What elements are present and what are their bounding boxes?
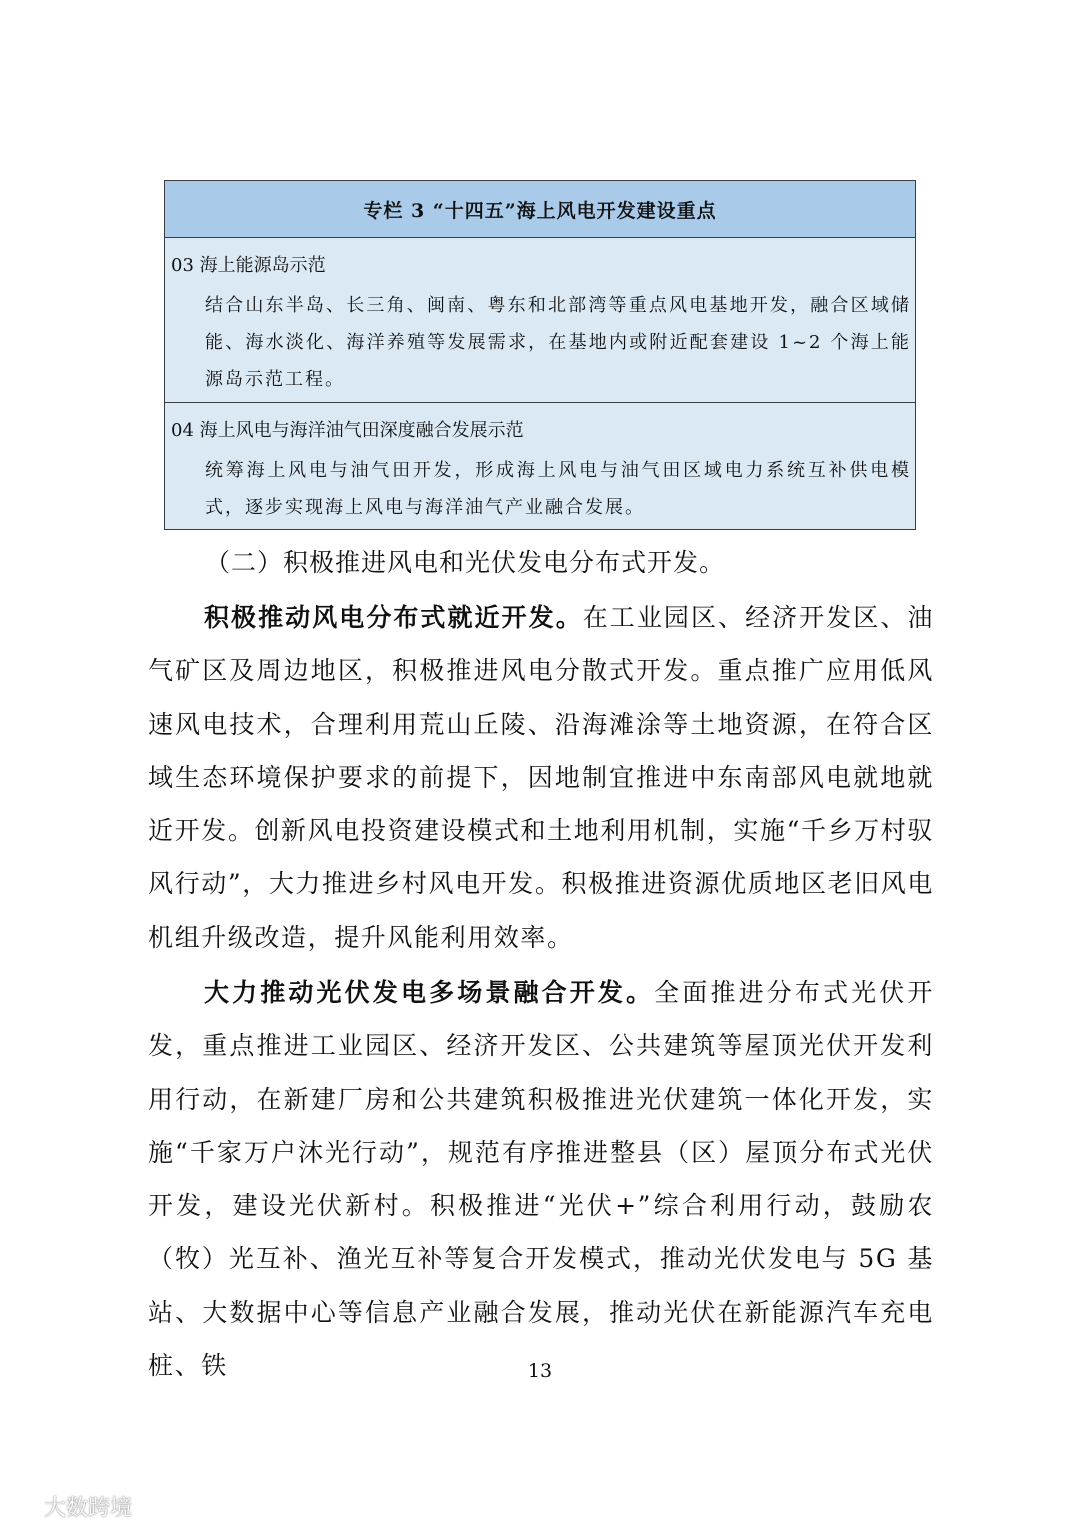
section-subheading: （二）积极推进风电和光伏发电分布式开发。 (205, 548, 726, 577)
body-paragraph (148, 591, 934, 964)
column-section (165, 238, 915, 403)
watermark-text: 大数跨境 (44, 1495, 133, 1521)
watermark (6, 1490, 132, 1522)
paragraph-text: 在工业园区、经济开发区、油气矿区及周边地区，积极推进风电分散式开发。重点推广应用低风速风电技术，合理利用荒山丘陵、沿海滩涂等土地资源，在符合区域生态环境保护要求的前提下，因地制宜推进中东南部风电就地就近开发。创新风电投资建设模式和土地利用机制，实施“千乡万村驭风行动”，大力推进乡村风电开发。积极推进资源优质地区老旧风电机组升级改造，提升风能利用效率。 (148, 603, 934, 952)
column-box (164, 180, 916, 530)
page-number: 13 (527, 1360, 553, 1382)
column-section-body: 结合山东半岛、长三角、闽南、粤东和北部湾等重点风电基地开发，融合区域储能、海水淡化、海洋养殖等发展需求，在基地内或附近配套建设 1~2 个海上能源岛示范工程。 (205, 295, 911, 390)
column-section-title: 03 海上能源岛示范 (171, 255, 326, 276)
paragraph-lead: 大力推动光伏发电多场景融合开发。 (204, 978, 655, 1007)
weibo-logo-icon (6, 1490, 40, 1522)
column-box-header: 专栏 3 “十四五”海上风电开发建设重点 (165, 181, 915, 238)
column-section (165, 403, 915, 529)
paragraph-lead: 积极推动风电分布式就近开发。 (204, 603, 583, 632)
body-paragraph (148, 966, 934, 1392)
column-section-body: 统筹海上风电与油气田开发，形成海上风电与油气田区域电力系统互补供电模式，逐步实现海上风电与海洋油气产业融合发展。 (205, 460, 911, 518)
column-section-title: 04 海上风电与海洋油气田深度融合发展示范 (171, 420, 524, 441)
paragraph-text: 全面推进分布式光伏开发，重点推进工业园区、经济开发区、公共建筑等屋顶光伏开发利用行动，在新建厂房和公共建筑积极推进光伏建筑一体化开发，实施“千家万户沐光行动”，规范有序推进整县（区）屋顶分布式光伏开发，建设光伏新村。积极推进“光伏+”综合利用行动，鼓励农（牧）光互补、渔光互补等复合开发模式，推动光伏发电与 5G 基站、大数据中心等信息产业融合发展，推动光伏在新能源汽车充电桩、铁 (148, 978, 934, 1381)
